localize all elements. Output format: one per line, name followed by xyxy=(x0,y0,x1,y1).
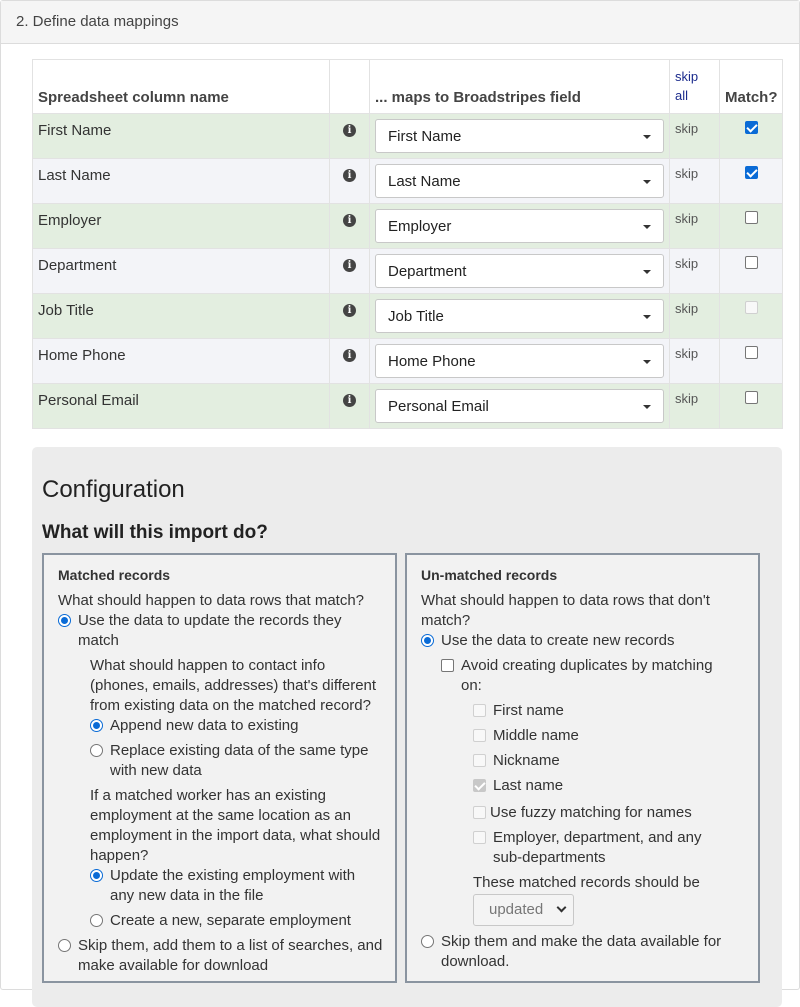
field-select[interactable] xyxy=(375,344,664,378)
match-checkbox-disabled xyxy=(745,301,758,314)
update-records-label-cont: match xyxy=(78,632,119,649)
records-action-select xyxy=(473,894,574,926)
skip-matched-option[interactable] xyxy=(58,936,382,976)
update-records-label: Use the data to update the records they xyxy=(78,612,342,629)
middle-name-option xyxy=(473,726,579,746)
field-select-value: Employer xyxy=(388,218,452,235)
nickname-option xyxy=(473,751,560,771)
fuzzy-option xyxy=(473,803,692,823)
new-employment-label: Create a new, separate employment xyxy=(110,912,351,929)
match-checkbox[interactable] xyxy=(745,121,758,134)
emp-q-line2: employment at the same location as an xyxy=(90,807,351,824)
skip-matched-label: Skip them, add them to a list of searches, and xyxy=(78,937,383,954)
info-icon[interactable]: i xyxy=(343,214,356,227)
contact-q-line1: What should happen to contact info xyxy=(90,657,326,674)
update-employment-label: Update the existing employment with xyxy=(110,867,356,884)
column-name: First Name xyxy=(33,114,330,159)
unmatched-q-line2: match? xyxy=(421,612,471,629)
match-checkbox[interactable] xyxy=(745,346,758,359)
caret-down-icon xyxy=(643,315,651,319)
field-select-value: Job Title xyxy=(388,308,444,325)
first-name-option xyxy=(473,701,564,721)
panel-heading: 2. Define data mappings xyxy=(1,1,799,44)
info-icon[interactable]: i xyxy=(343,349,356,362)
field-select[interactable] xyxy=(375,209,664,243)
chevron-down-icon xyxy=(557,903,567,913)
match-checkbox[interactable] xyxy=(745,211,758,224)
field-select[interactable] xyxy=(375,299,664,333)
table-row xyxy=(33,339,783,384)
unmatched-question xyxy=(421,591,710,631)
update-records-radio[interactable] xyxy=(58,614,71,627)
field-select[interactable] xyxy=(375,254,664,288)
avoid-duplicates-option[interactable] xyxy=(441,656,713,696)
employer-label: Employer, department, and any xyxy=(493,829,702,846)
configuration-title: Configuration xyxy=(42,476,185,503)
create-records-option[interactable] xyxy=(421,631,674,651)
field-select-value: Personal Email xyxy=(388,398,489,415)
create-records-label: Use the data to create new records xyxy=(441,632,675,649)
caret-down-icon xyxy=(643,225,651,229)
matched-records-fieldset xyxy=(42,553,397,983)
append-option[interactable] xyxy=(90,716,298,736)
employer-checkbox xyxy=(473,831,486,844)
update-employment-radio[interactable] xyxy=(90,869,103,882)
last-name-checkbox xyxy=(473,779,486,792)
info-icon[interactable]: i xyxy=(343,394,356,407)
skip-link[interactable]: skip xyxy=(670,384,720,429)
match-header: Match? xyxy=(720,60,783,114)
update-employment-label-cont: any new data in the file xyxy=(110,887,264,904)
nickname-label: Nickname xyxy=(493,752,560,769)
mapping-table xyxy=(32,59,783,429)
table-row xyxy=(33,114,783,159)
skip-unmatched-radio[interactable] xyxy=(421,935,434,948)
field-select-value: Last Name xyxy=(388,173,461,190)
field-select-value: Home Phone xyxy=(388,353,476,370)
configuration-subtitle: What will this import do? xyxy=(42,522,268,543)
table-row xyxy=(33,249,783,294)
skip-all-link-line2[interactable]: all xyxy=(675,88,689,103)
field-select-value: Department xyxy=(388,263,467,280)
info-icon[interactable]: i xyxy=(343,169,356,182)
column-name: Personal Email xyxy=(33,384,330,429)
column-name: Employer xyxy=(33,204,330,249)
field-select[interactable] xyxy=(375,164,664,198)
match-checkbox[interactable] xyxy=(745,166,758,179)
unmatched-q-line1: What should happen to data rows that don't xyxy=(421,592,710,609)
middle-name-checkbox xyxy=(473,729,486,742)
employer-option xyxy=(473,828,701,868)
append-label: Append new data to existing xyxy=(110,717,299,734)
field-select[interactable] xyxy=(375,389,664,423)
skip-link[interactable]: skip xyxy=(670,249,720,294)
first-name-checkbox xyxy=(473,704,486,717)
skip-unmatched-label-cont: download. xyxy=(441,953,510,970)
contact-q-line3: from existing data on the matched record? xyxy=(90,697,371,714)
contact-q-line2: (phones, emails, addresses) that's different xyxy=(90,677,377,694)
records-should-be-label: These matched records should be xyxy=(473,874,700,891)
emp-q-line4: happen? xyxy=(90,847,149,864)
unmatched-records-fieldset xyxy=(405,553,760,983)
update-records-option[interactable] xyxy=(58,611,342,651)
skip-matched-label-cont: make available for download xyxy=(78,957,269,974)
match-checkbox[interactable] xyxy=(745,256,758,269)
skip-unmatched-option[interactable] xyxy=(421,932,721,972)
new-employment-option[interactable] xyxy=(90,911,351,931)
skip-all-link-line1[interactable]: skip xyxy=(675,69,699,84)
new-employment-radio[interactable] xyxy=(90,914,103,927)
last-name-label: Last name xyxy=(493,777,564,794)
column-name-header: Spreadsheet column name xyxy=(33,60,330,114)
table-row xyxy=(33,294,783,339)
skip-matched-radio[interactable] xyxy=(58,939,71,952)
employment-question xyxy=(90,786,380,866)
column-name: Job Title xyxy=(33,294,330,339)
skip-link[interactable]: skip xyxy=(670,159,720,204)
employer-label-cont: sub-departments xyxy=(493,849,606,866)
middle-name-label: Middle name xyxy=(493,727,579,744)
replace-label-cont: with new data xyxy=(110,762,202,779)
fuzzy-checkbox xyxy=(473,806,486,819)
caret-down-icon xyxy=(643,405,651,409)
caret-down-icon xyxy=(643,135,651,139)
replace-radio[interactable] xyxy=(90,744,103,757)
skip-unmatched-label: Skip them and make the data available for xyxy=(441,933,722,950)
fuzzy-label: Use fuzzy matching for names xyxy=(490,804,692,821)
matched-question: What should happen to data rows that match? xyxy=(58,592,365,609)
emp-q-line1: If a matched worker has an existing xyxy=(90,787,326,804)
info-header xyxy=(330,60,370,114)
column-name: Last Name xyxy=(33,159,330,204)
contact-info-question xyxy=(90,656,376,716)
skip-link[interactable]: skip xyxy=(670,339,720,384)
append-radio[interactable] xyxy=(90,719,103,732)
info-icon[interactable]: i xyxy=(343,124,356,137)
caret-down-icon xyxy=(643,180,651,184)
table-row xyxy=(33,384,783,429)
info-icon[interactable]: i xyxy=(343,259,356,272)
avoid-duplicates-label-cont: on: xyxy=(461,677,482,694)
matched-records-legend: Matched records xyxy=(58,567,171,583)
skip-link[interactable]: skip xyxy=(670,204,720,249)
nickname-checkbox xyxy=(473,754,486,767)
field-select[interactable] xyxy=(375,119,664,153)
create-records-radio[interactable] xyxy=(421,634,434,647)
column-name: Home Phone xyxy=(33,339,330,384)
configuration-section xyxy=(32,447,782,1007)
table-row xyxy=(33,159,783,204)
first-name-label: First name xyxy=(493,702,564,719)
replace-option[interactable] xyxy=(90,741,369,781)
field-select-value: First Name xyxy=(388,128,462,145)
skip-link[interactable]: skip xyxy=(670,294,720,339)
avoid-duplicates-checkbox[interactable] xyxy=(441,659,454,672)
last-name-option xyxy=(473,776,563,796)
skip-link[interactable]: skip xyxy=(670,114,720,159)
unmatched-records-legend: Un-matched records xyxy=(421,567,558,583)
caret-down-icon xyxy=(643,270,651,274)
column-name: Department xyxy=(33,249,330,294)
update-employment-option[interactable] xyxy=(90,866,355,906)
avoid-duplicates-label: Avoid creating duplicates by matching xyxy=(461,657,713,674)
maps-to-header: ... maps to Broadstripes field xyxy=(370,60,670,114)
emp-q-line3: employment in the import data, what should xyxy=(90,827,381,844)
records-action-value: updated xyxy=(489,901,544,918)
info-icon[interactable]: i xyxy=(343,304,356,317)
match-checkbox[interactable] xyxy=(745,391,758,404)
replace-label: Replace existing data of the same type xyxy=(110,742,369,759)
skip-all-header[interactable] xyxy=(670,60,720,114)
table-row xyxy=(33,204,783,249)
caret-down-icon xyxy=(643,360,651,364)
